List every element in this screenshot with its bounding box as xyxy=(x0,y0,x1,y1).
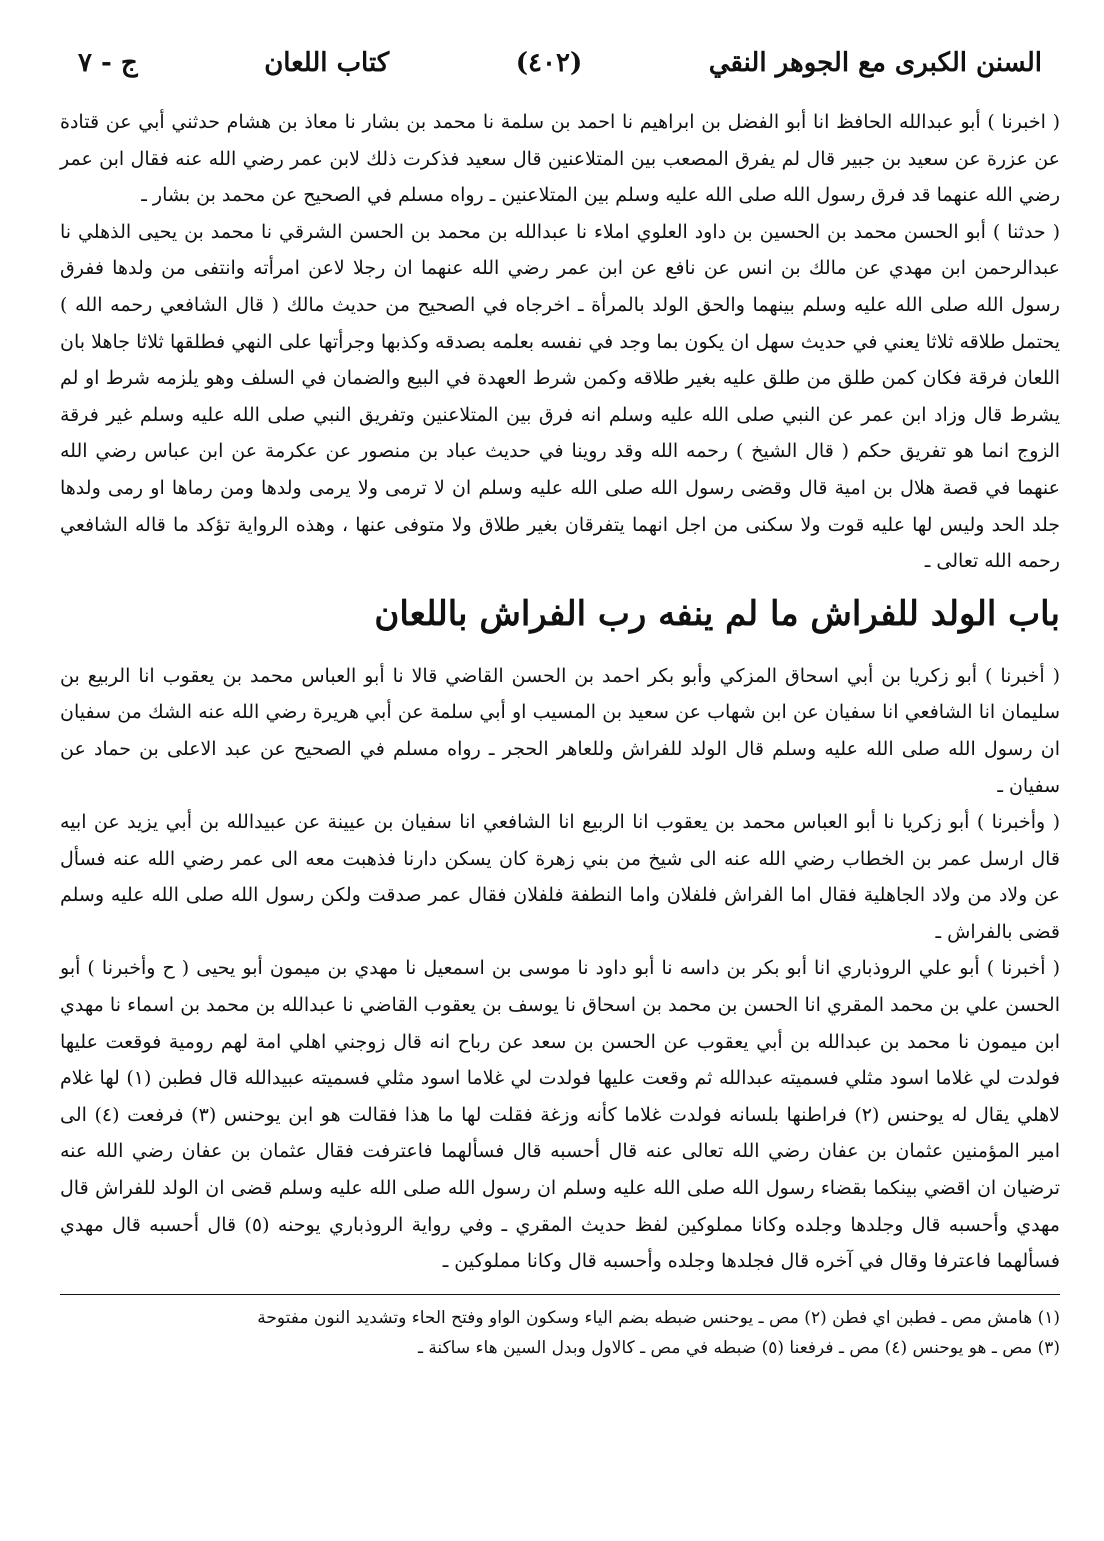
chapter-title: باب الولد للفراش ما لم ينفه رب الفراش باللعان xyxy=(374,593,1060,634)
running-header xyxy=(60,48,1060,96)
paragraph: ( أخبرنا ) أبو علي الروذباري انا أبو بكر بن داسه نا أبو داود نا موسى بن اسمعيل نا مهدي بن ميمون أبو يحيى ( ح وأخبرنا ) أبو الحسن علي بن محمد المقري انا الحسن بن محمد بن اسحاق نا يوسف بن يعقوب القاضي نا عبدالله بن محمد بن اسماء نا مهدي ابن ميمون نا محمد بن عبدالله بن أبي يعقوب عن الحسن بن سعد عن رباح انه قال زوجني اهلي امة لهم رومية فوقعت عليها فولدت لي غلاما اسود مثلي فسميته عبدالله ثم وقعت عليها فولدت لي غلاما اسود مثلي فسميته عبيدالله قال فطبن (١) لها غلام لاهلي يقال له يوحنس (٢) فراطنها بلسانه فولدت غلاما كأنه وزغة فقلت لها ما هذا فقالت هو ابن يوحنس (٣) فرفعت (٤) الى امير المؤمنين عثمان بن عفان رضي الله تعالى عنه قال أحسبه قال فسألهما فاعترفت فقال عثمان بن عفان رضي الله عنه ترضيان ان اقضي بينكما بقضاء رسول الله صلى الله عليه وسلم ان رسول الله صلى الله عليه وسلم قضى ان الولد للفراش قال مهدي وأحسبه قال وجلدها وجلده وكانا مملوكين لفظ حديث المقري ـ وفي رواية الروذباري يوحنه (٥) قال أحسبه قال مهدي فسألهما فاعترفا وقال في آخره قال فجلدها وجلده وأحسبه قال وكانا مملوكين ـ xyxy=(60,957,1060,1273)
section-title: كتاب اللعان xyxy=(264,48,390,78)
paragraph: ( حدثنا ) أبو الحسن محمد بن الحسين بن داود العلوي املاء نا عبدالله بن محمد بن الحسن الشرقي نا محمد بن يحيى الذهلي نا عبدالرحمن ابن مهدي عن مالك بن انس عن نافع عن ابن عمر رضي الله عنهما ان رجلا لاعن امرأته وانتفى من ولدها ففرق رسول الله صلى الله عليه وسلم بينهما والحق الولد بالمرأة ـ اخرجاه في الصحيح من حديث مالك ( قال الشافعي رحمه الله ) يحتمل طلاقه ثلاثا يعني في حديث سهل ان يكون بما وجد في نفسه بعلمه بصدقه وكذبها وجرأتها على النهي فطلقها ثلاثا جاهلا بان اللعان فرقة فكان كمن طلق من طلق عليه بغير طلاقه وكمن شرط العهدة في البيع والضمان في السلف وهو يلزمه شرط او لم يشرط قال وزاد ابن عمر عن النبي صلى الله عليه وسلم انه فرق بين المتلاعنين وتفريق النبي صلى الله عليه وسلم غير فرقة الزوج انما هو تفريق حكم ( قال الشيخ ) رحمه الله وقد روينا في حديث عباد بن منصور عن عكرمة عن ابن عباس رضي الله عنهما في قصة هلال بن امية قال وقضى رسول الله صلى الله عليه وسلم ان لا ترمى ولا يرمى ولدها ومن رماها او رمى ولدها جلد الحد وليس لها عليه قوت ولا سكنى من اجل انهما يتفرقان بغير طلاق ولا متوفى عنها ، وهذه الرواية تؤكد ما قاله الشافعي رحمه الله تعالى ـ xyxy=(60,220,1060,573)
footnote-line: (١) هامش مص ـ فطبن اي فطن (٢) مص ـ يوحنس ضبطه بضم الياء وسكون الواو وفتح الحاء وتشديد النون مفتوحة xyxy=(257,1307,1060,1328)
book-title: السنن الكبرى مع الجوهر النقي xyxy=(708,48,1042,78)
paragraph: ( وأخبرنا ) أبو زكريا نا أبو العباس محمد بن يعقوب انا الربيع انا الشافعي انا سفيان بن عيينة عن عبيدالله بن أبي يزيد عن ابيه قال ارسل عمر بن الخطاب رضي الله عنه الى شيخ من بني زهرة كان يسكن دارنا فذهبت معه الى عمر رضي الله عنه فسأل عن ولاد من ولاد الجاهلية فقال اما الفراش فلفلان واما النطفة فلفلان فقال عمر صدقت ولكن رسول الله صلى الله عليه وسلم قضى بالفراش ـ xyxy=(60,811,1060,943)
volume-number: ج - ٧ xyxy=(78,48,138,78)
footnotes xyxy=(60,1303,1060,1363)
main-text xyxy=(60,104,1060,1280)
page-number: (٤٠٢) xyxy=(515,48,583,78)
footnote-divider xyxy=(60,1294,1060,1295)
page xyxy=(60,48,1060,1363)
footnote-line: (٣) مص ـ هو يوحنس (٤) مص ـ فرفعنا (٥) ضبطه في مص ـ كالاول وبدل السين هاء ساكنة ـ xyxy=(417,1337,1060,1358)
paragraph: ( اخبرنا ) أبو عبدالله الحافظ انا أبو الفضل بن ابراهيم نا احمد بن سلمة نا محمد بن بشار نا معاذ بن هشام حدثني أبي عن قتادة عن عزرة عن سعيد بن جبير قال لم يفرق المصعب بين المتلاعنين قال سعيد فذكرت ذلك لابن عمر رضي الله عنه فقال ابن عمر رضي الله عنهما قد فرق رسول الله صلى الله عليه وسلم بين المتلاعنين ـ رواه مسلم في الصحيح عن محمد بن بشار ـ xyxy=(60,111,1060,207)
paragraph: ( أخبرنا ) أبو زكريا بن أبي اسحاق المزكي وأبو بكر احمد بن الحسن القاضي قالا نا أبو العباس محمد بن يعقوب انا الربيع بن سليمان انا الشافعي انا سفيان عن ابن شهاب عن سعيد بن المسيب او أبي سلمة عن أبي هريرة رضي الله عنه الشك من سفيان ان رسول الله صلى الله عليه وسلم قال الولد للفراش وللعاهر الحجر ـ رواه مسلم في الصحيح عن عبد الاعلى بن حماد عن سفيان ـ xyxy=(60,664,1060,797)
